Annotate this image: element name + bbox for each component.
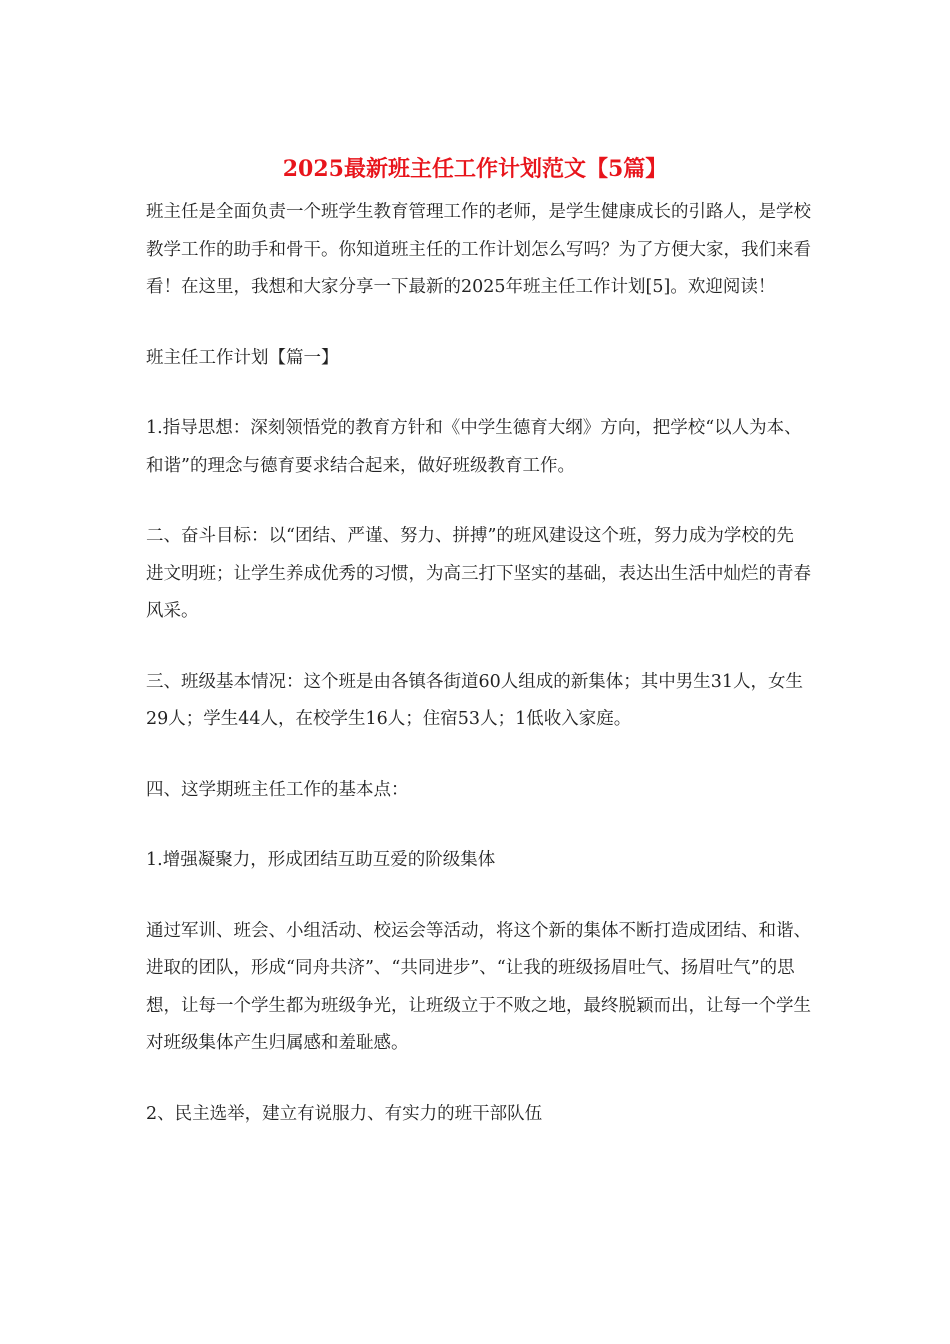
document-body (146, 194, 811, 1166)
cohesion-paragraph: 通过军训、班会、小组活动、校运会等活动，将这个新的集体不断打造成团结、和谐、进取的团队，形成“同舟共济”、“共同进步”、“让我的班级扬眉吐气、扬眉吐气”的思想，让每一个学生都为班级争光，让班级立于不败之地，最终脱颖而出，让每一个学生对班级集体产生归属感和羞耻感。 (146, 920, 811, 1053)
goals-paragraph: 二、奋斗目标：以“团结、严谨、努力、拼搏”的班风建设这个班，努力成为学校的先进文明班；让学生养成优秀的习惯，为高三打下坚实的基础，表达出生活中灿烂的青春风采。 (146, 526, 811, 621)
guiding-ideology-paragraph: 1.指导思想：深刻领悟党的教育方针和《中学生德育大纲》方向，把学校“以人为本、和谐”的理念与德育要求结合起来，做好班级教育工作。 (146, 418, 802, 476)
class-situation-paragraph: 三、班级基本情况：这个班是由各镇各街道60人组成的新集体；其中男生31人，女生29人；学生44人，在校学生16人；住宿53人；1低收入家庭。 (146, 671, 804, 729)
intro-paragraph: 班主任是全面负责一个班学生教育管理工作的老师，是学生健康成长的引路人，是学校教学工作的助手和骨干。你知道班主任的工作计划怎么写吗？为了方便大家，我们来看看！在这里，我想和大家分享一下最新的2025年班主任工作计划[5]。欢迎阅读！ (146, 202, 811, 297)
cohesion-heading: 1.增强凝聚力，形成团结互助互爱的阶级集体 (146, 850, 496, 870)
basic-points-heading: 四、这学期班主任工作的基本点： (146, 779, 409, 800)
document-title: 2025最新班主任工作计划范文【5篇】 (282, 156, 668, 182)
election-heading: 2、民主选举，建立有说服力、有实力的班干部队伍 (146, 1103, 543, 1124)
section-heading-part-one: 班主任工作计划【篇一】 (146, 347, 339, 368)
